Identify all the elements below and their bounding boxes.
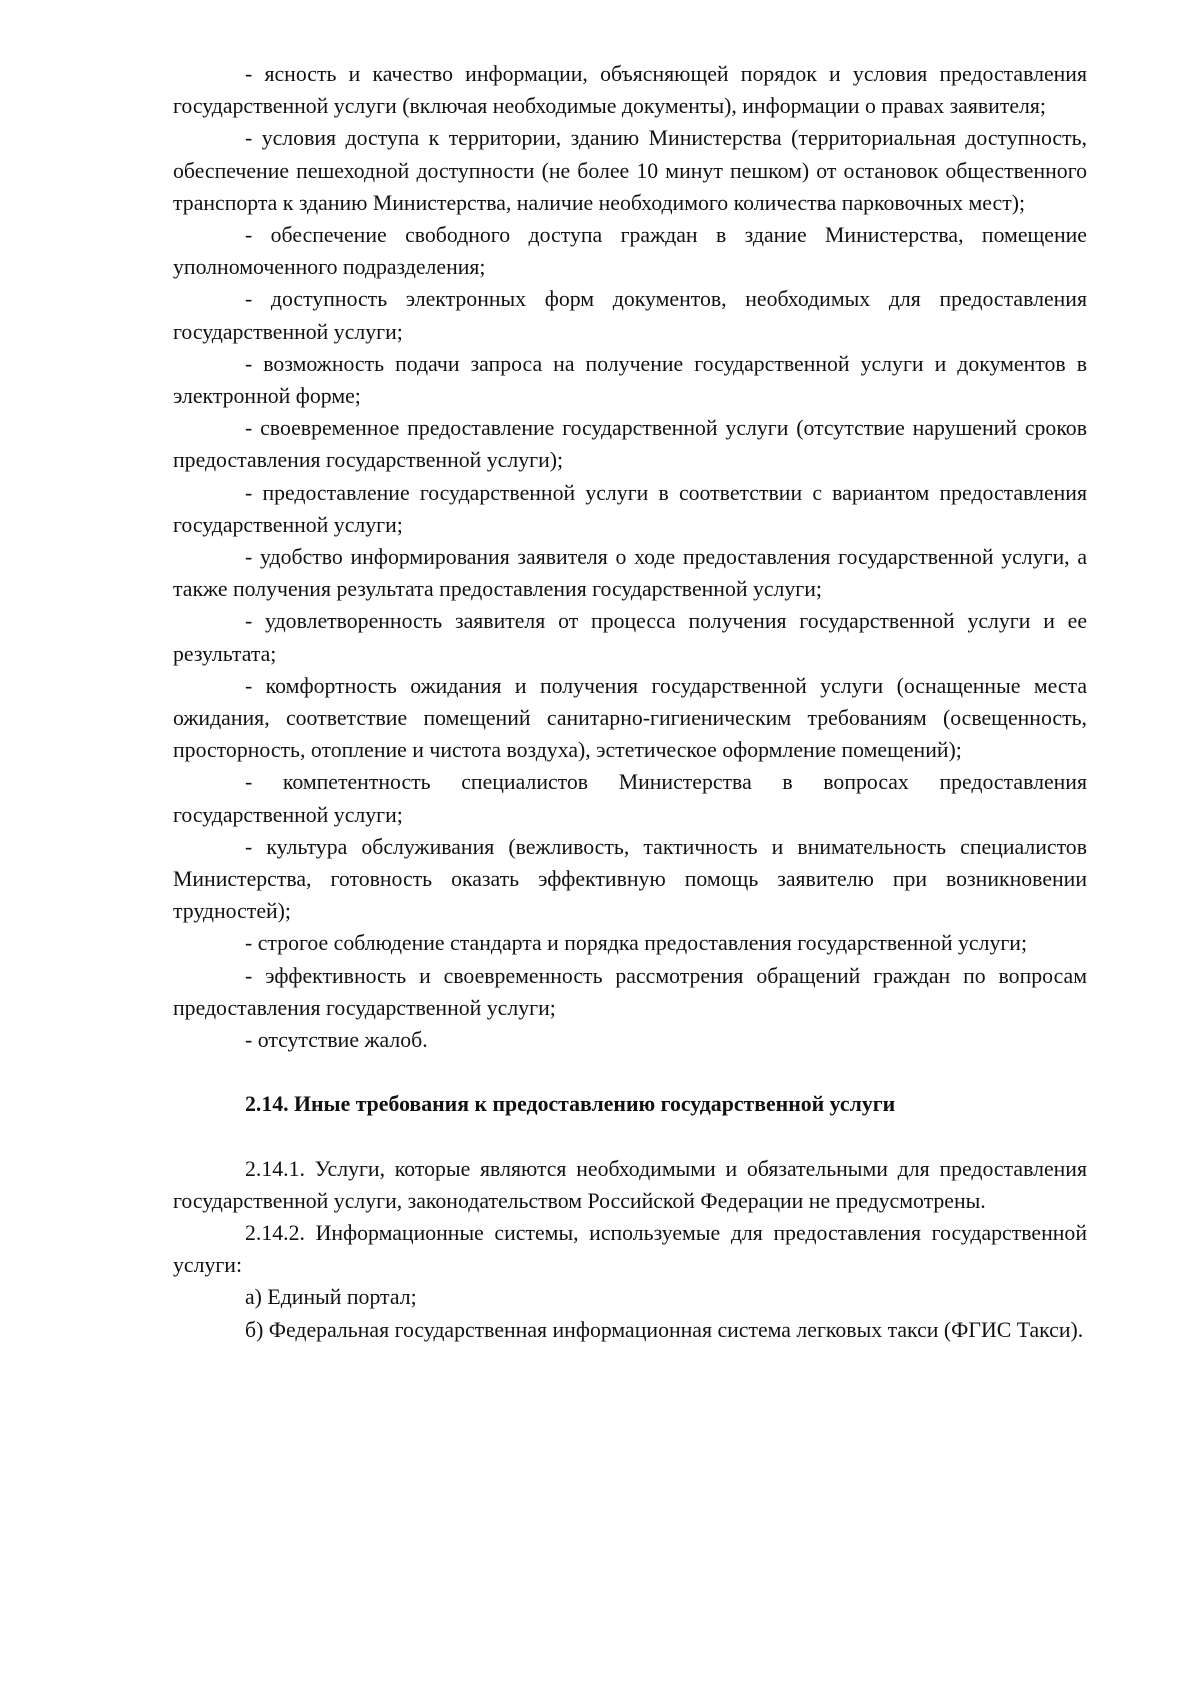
list-item: - эффективность и своевременность рассмотрения обращений граждан по вопросам предоставления государственной услуги; xyxy=(173,963,1087,1020)
section-body xyxy=(173,1153,1087,1346)
paragraph: а) Единый портал; xyxy=(245,1285,417,1310)
paragraph: 2.14.1. Услуги, которые являются необходимыми и обязательными для предоставления государственной услуги, законодательством Российской Федерации не предусмотрены. xyxy=(173,1156,1087,1213)
section-heading: 2.14. Иные требования к предоставлению государственной услуги xyxy=(245,1092,896,1117)
list-item: - удовлетворенность заявителя от процесса получения государственной услуги и ее результата; xyxy=(173,609,1087,666)
list-item: - удобство информирования заявителя о ходе предоставления государственной услуги, а также получения результата предоставления государственной услуги; xyxy=(173,545,1087,602)
list-item: - строгое соблюдение стандарта и порядка предоставления государственной услуги; xyxy=(245,931,1028,956)
list-item: - возможность подачи запроса на получение государственной услуги и документов в электронной форме; xyxy=(173,351,1087,409)
list-item: - ясность и качество информации, объясняющей порядок и условия предоставления государственной услуги (включая необходимые документы), информации о правах заявителя; xyxy=(173,62,1087,119)
paragraph: б) Федеральная государственная информационная система легковых такси (ФГИС Такси). xyxy=(245,1317,1084,1342)
list-item: - предоставление государственной услуги в соответствии с вариантом предоставления государственной услуги; xyxy=(173,480,1087,537)
list-item: - своевременное предоставление государственной услуги (отсутствие нарушений сроков предоставления государственной услуги); xyxy=(173,416,1087,473)
list-item: - комфортность ожидания и получения государственной услуги (оснащенные места ожидания, соответствие помещений санитарно-гигиеническим требованиям (освещенность, просторность, отопление и чистота воздуха), эстетическое оформление помещений); xyxy=(173,673,1087,763)
list-item: - культура обслуживания (вежливость, тактичность и внимательность специалистов Министерства, готовность оказать эффективную помощь заявителю при возникновении трудностей); xyxy=(173,834,1087,924)
quality-criteria-list xyxy=(173,58,1087,1056)
list-item: - доступность электронных форм документов, необходимых для предоставления государственной услуги; xyxy=(173,287,1087,344)
paragraph: 2.14.2. Информационные системы, используемые для предоставления государственной услуги: xyxy=(173,1220,1087,1278)
list-item: - условия доступа к территории, зданию Министерства (территориальная доступность, обеспечение пешеходной доступности (не более 10 минут пешком) от остановок общественного транспорта к зданию Министерства, наличие необходимого количества парковочных мест); xyxy=(173,126,1087,215)
list-item: - отсутствие жалоб. xyxy=(245,1028,428,1053)
list-item: - компетентность специалистов Министерства в вопросах предоставления государственной услуги; xyxy=(173,770,1087,827)
list-item: - обеспечение свободного доступа граждан в здание Министерства, помещение уполномоченного подразделения; xyxy=(173,223,1087,280)
